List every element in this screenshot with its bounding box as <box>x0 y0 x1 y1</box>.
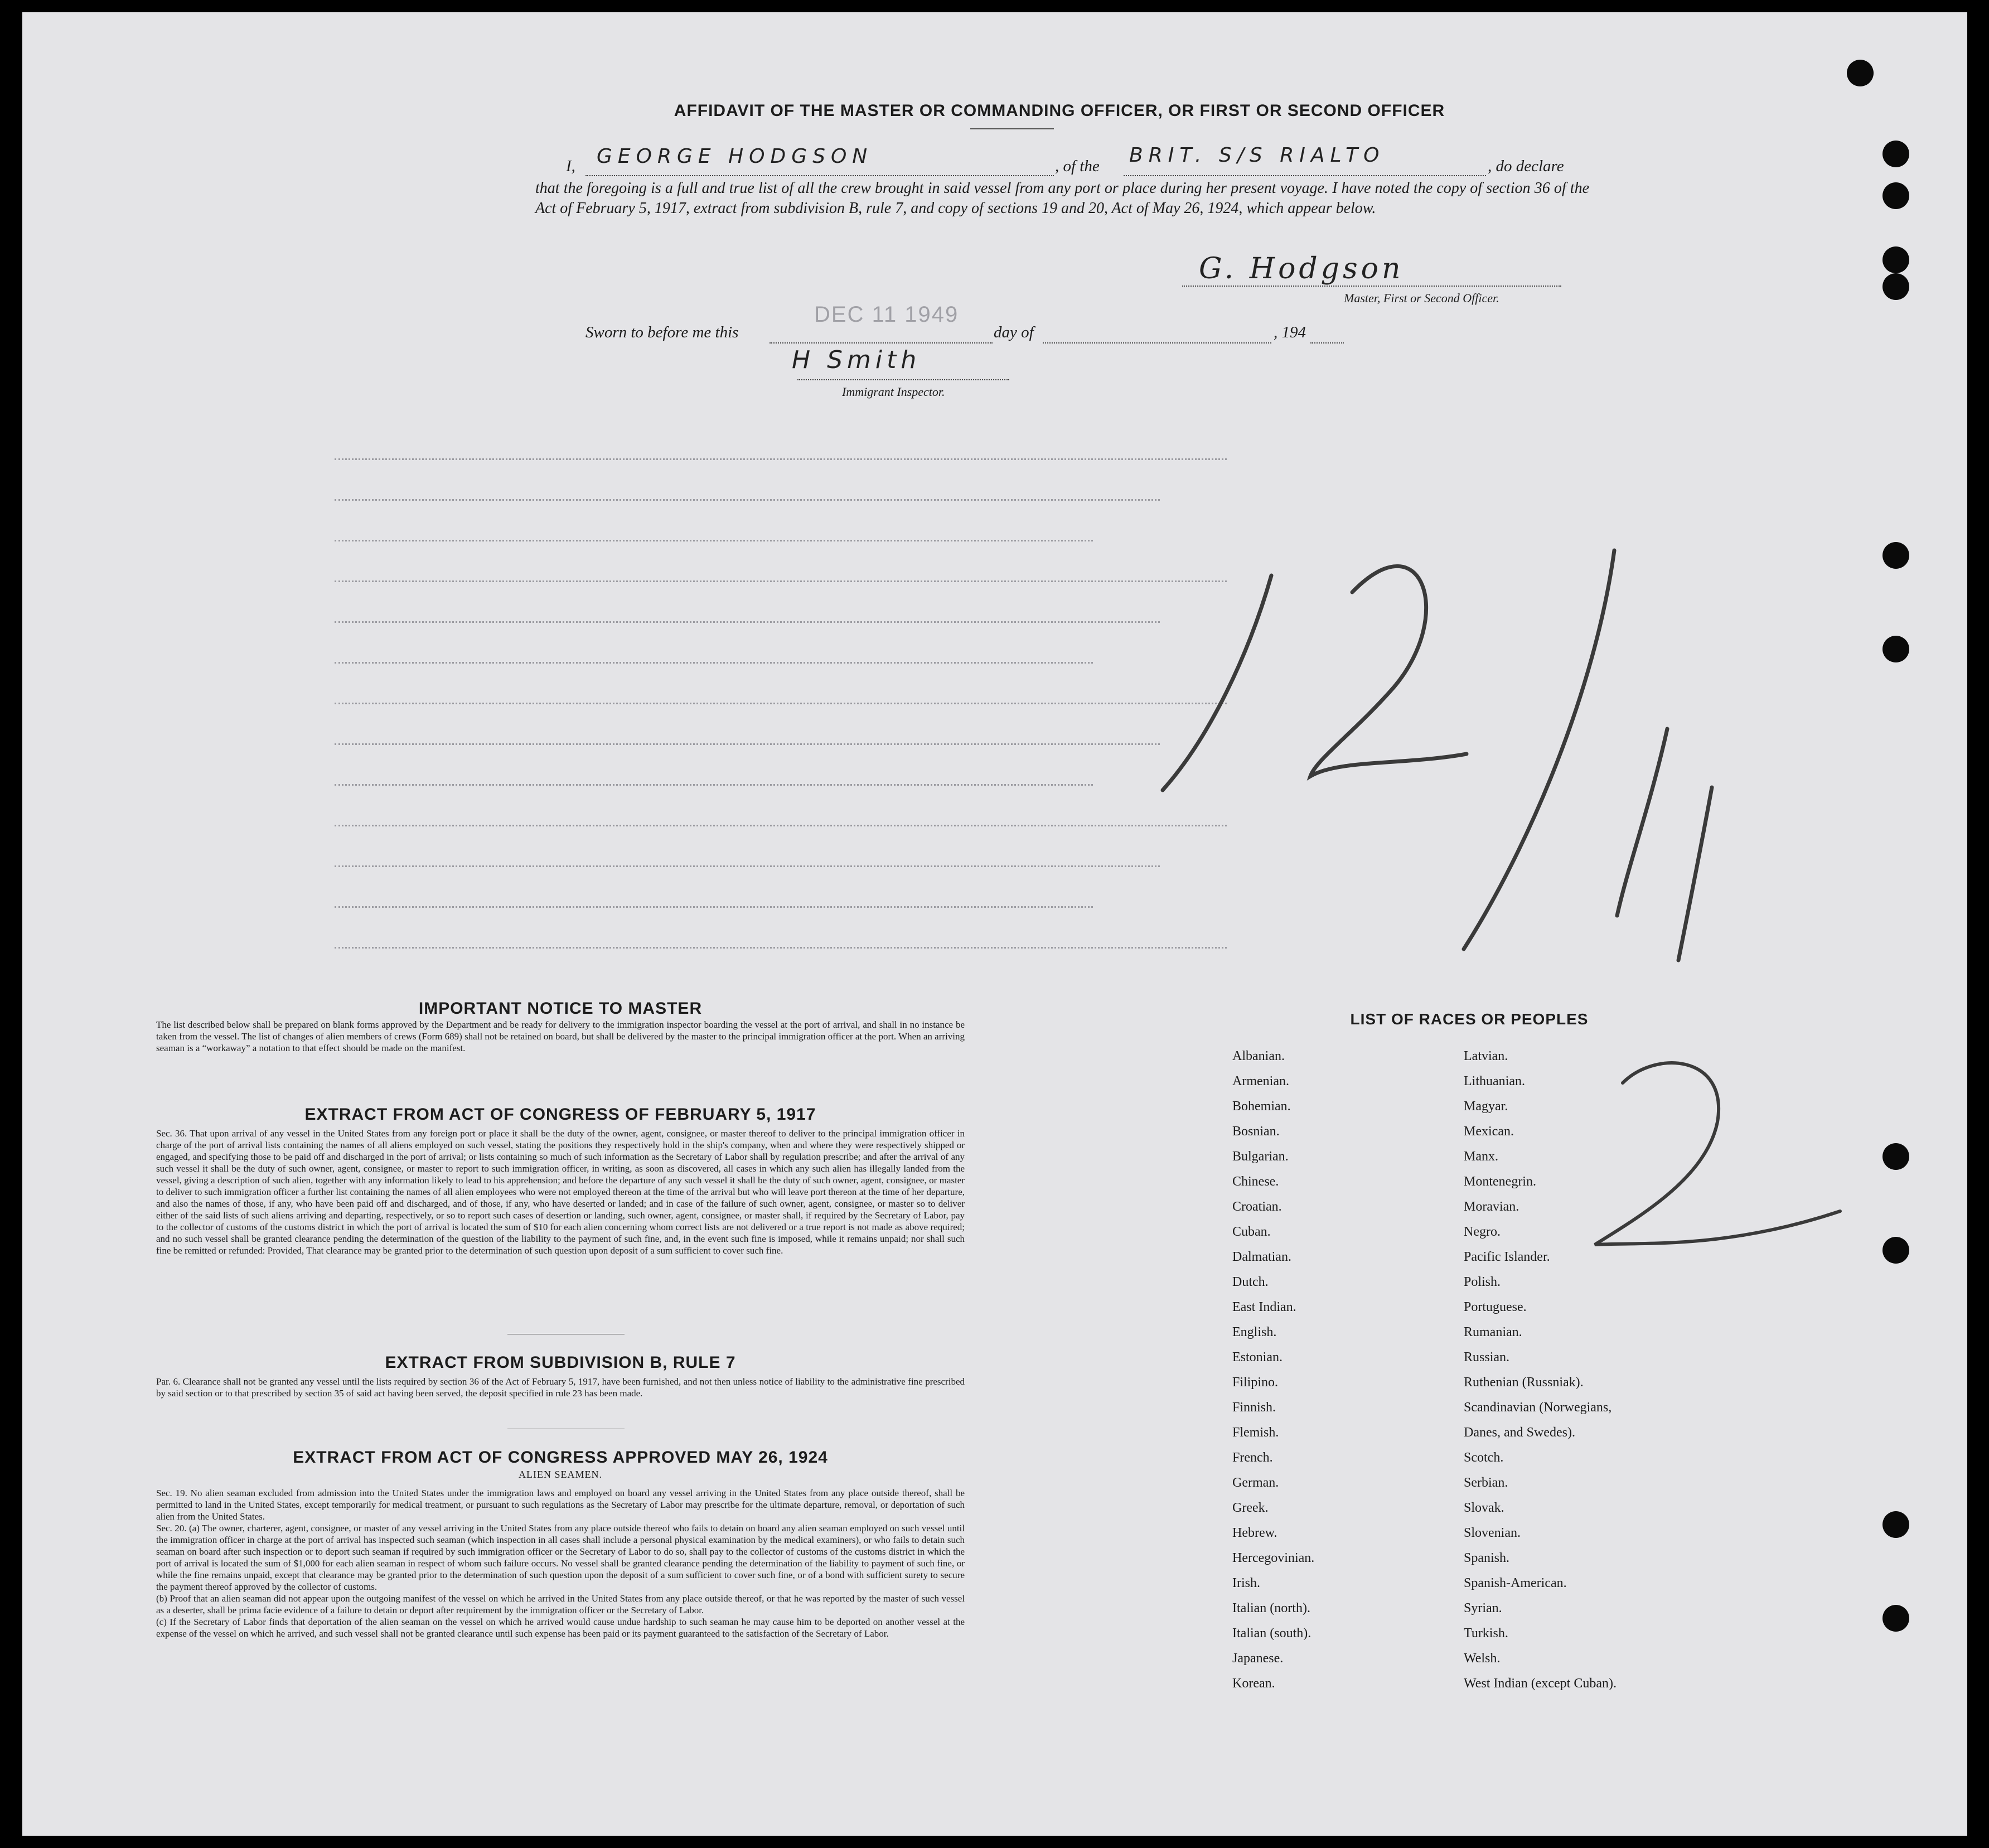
race-item: Spanish. <box>1464 1551 1510 1565</box>
extract-rule7-title: EXTRACT FROM SUBDIVISION B, RULE 7 <box>385 1353 736 1372</box>
extract-1924-title: EXTRACT FROM ACT OF CONGRESS APPROVED MAY 26, 1924 <box>293 1448 828 1467</box>
faded-ledger-row <box>335 906 1093 908</box>
race-item: Negro. <box>1464 1225 1501 1239</box>
race-item: Slovak. <box>1464 1501 1504 1515</box>
do-declare-label: , do declare <box>1488 157 1564 175</box>
race-item: West Indian (except Cuban). <box>1464 1676 1617 1691</box>
race-item: Korean. <box>1232 1676 1275 1691</box>
binder-hole <box>1847 60 1874 86</box>
race-item: English. <box>1232 1325 1277 1339</box>
race-item: Moravian. <box>1464 1199 1519 1214</box>
stroke-two <box>1310 566 1467 776</box>
extract-rule7-text: Par. 6. Clearance shall not be granted any vessel until the lists required by section 36 of the Act of February 5, 1917, have been furnished, and not then unless notice of liability to the administrative fine prescribed by said section or to that prescribed by section 35 of said act having been served, the deposit specified in rule 23 has been made. <box>156 1376 965 1399</box>
race-item: Albanian. <box>1232 1049 1285 1063</box>
race-item: Latvian. <box>1464 1049 1508 1063</box>
race-item: Bohemian. <box>1232 1099 1291 1114</box>
faded-ledger-row <box>335 499 1160 501</box>
races-title: LIST OF RACES OR PEOPLES <box>1350 1010 1589 1028</box>
faded-ledger-row <box>335 865 1160 867</box>
race-item: Manx. <box>1464 1149 1498 1164</box>
race-item: Lithuanian. <box>1464 1074 1525 1089</box>
document-page <box>22 12 1967 1836</box>
race-item: Hebrew. <box>1232 1526 1277 1540</box>
faded-ledger-row <box>335 621 1160 623</box>
race-item: Spanish-American. <box>1464 1576 1567 1590</box>
race-item: East Indian. <box>1232 1300 1296 1314</box>
race-item: Chinese. <box>1232 1174 1279 1189</box>
race-item: Scotch. <box>1464 1450 1504 1465</box>
master-name: GEORGE HODGSON <box>597 145 873 168</box>
handwritten-mark-2 <box>1595 1063 1840 1245</box>
race-item: Scandinavian (Norwegians, <box>1464 1400 1612 1415</box>
race-item: French. <box>1232 1450 1273 1465</box>
inspector-signature: H Smith <box>792 346 921 374</box>
race-item: Slovenian. <box>1464 1526 1521 1540</box>
stroke-small-two <box>1595 1063 1840 1245</box>
race-item: Irish. <box>1232 1576 1260 1590</box>
race-item: Russian. <box>1464 1350 1510 1365</box>
sworn-date-line <box>770 331 993 344</box>
faded-ledger-row <box>335 662 1093 664</box>
prefix-i: I, <box>566 157 575 175</box>
binder-hole <box>1882 141 1909 167</box>
sworn-label: Sworn to before me this <box>585 323 739 341</box>
race-item: Magyar. <box>1464 1099 1508 1114</box>
notice-title: IMPORTANT NOTICE TO MASTER <box>418 999 703 1018</box>
race-item: Finnish. <box>1232 1400 1276 1415</box>
binder-hole <box>1882 1511 1909 1538</box>
section-20c-paragraph: (c) If the Secretary of Labor finds that deportation of the alien seaman on the vessel on which he arrived would cause undue hardship to such seaman he may cause him to be deported on another vessel at the expense of the vessel on which he arrived, and such vessel shall not be granted clearance until such expense has been paid or its payment guaranteed to the satisfaction of the Secretary of Labor. <box>156 1617 965 1639</box>
race-item: Greek. <box>1232 1501 1269 1515</box>
binder-hole <box>1882 542 1909 569</box>
race-item: Turkish. <box>1464 1626 1508 1641</box>
faded-ledger-row <box>335 947 1227 949</box>
race-item: Japanese. <box>1232 1651 1284 1666</box>
binder-hole <box>1882 1605 1909 1632</box>
race-item: Bulgarian. <box>1232 1149 1289 1164</box>
faded-ledger-row <box>335 825 1227 826</box>
race-item: Danes, and Swedes). <box>1464 1425 1575 1440</box>
title-divider <box>970 128 1054 129</box>
extract-1924-text <box>156 1487 965 1639</box>
faded-ledger-row <box>335 580 1227 582</box>
master-signature: G. Hodgson <box>1199 252 1404 286</box>
section-19-paragraph: Sec. 19. No alien seaman excluded from admission into the United States under the immigration laws and employed on board any vessel arriving in the United States from any place outside thereof, shall be permitted to land in the United States, except temporarily for medical treatment, or pursuant to such regulations as the Secretary of Labor may prescribe for the ultimate departure, removal, or deportation of such alien from the United States. <box>156 1488 965 1522</box>
binder-hole <box>1882 246 1909 273</box>
extract-1917-title: EXTRACT FROM ACT OF CONGRESS OF FEBRUARY 5, 1917 <box>304 1105 816 1124</box>
race-item: Italian (south). <box>1232 1626 1312 1641</box>
races-left-column <box>1232 1044 1314 1696</box>
race-item: Pacific Islander. <box>1464 1250 1550 1264</box>
race-item: Portuguese. <box>1464 1300 1527 1314</box>
race-item: Dalmatian. <box>1232 1250 1291 1264</box>
signature-caption: Master, First or Second Officer. <box>1344 291 1499 305</box>
handwritten-mark-12-11 <box>1163 550 1712 960</box>
notice-text: The list described below shall be prepared on blank forms approved by the Department and be ready for delivery to the immigration inspector boarding the vessel at the port of arrival, and shall in no instance be taken from the vessel. The list of changes of alien members of crews (Form 689) shall not be retained on board, but shall be delivered by the master to the principal immigration officer at the port. When an arriving seaman is a “workaway” a notation to that effect should be made on the manifest. <box>156 1019 965 1053</box>
races-right-column <box>1464 1044 1617 1696</box>
sworn-date-stamp: DEC 11 1949 <box>814 302 959 327</box>
vessel-name: BRIT. S/S RIALTO <box>1129 144 1385 167</box>
faded-ledger-row <box>335 458 1227 460</box>
extract-1924-subtitle: ALIEN SEAMEN. <box>519 1469 602 1480</box>
race-item: Cuban. <box>1232 1225 1271 1239</box>
faded-ledger-row <box>335 784 1093 786</box>
race-item: Bosnian. <box>1232 1124 1280 1139</box>
declaration-text: that the foregoing is a full and true list of all the crew brought in said vessel from any port or place during her present voyage. I have noted the copy of section 36 of the Act of February 5, 1917, extract from subdivision B, rule 7, and copy of sections 19 and 20, Act of May 26, 1924, which appear below. <box>535 180 1589 217</box>
binder-hole <box>1882 1143 1909 1170</box>
faded-ledger-row <box>335 743 1160 745</box>
race-item: Hercegovinian. <box>1232 1551 1315 1565</box>
of-the-label: , of the <box>1055 157 1100 175</box>
faded-ledger-row <box>335 703 1227 704</box>
binder-hole <box>1882 273 1909 300</box>
binder-hole <box>1882 182 1909 209</box>
race-item: Flemish. <box>1232 1425 1279 1440</box>
inspector-caption: Immigrant Inspector. <box>842 385 945 399</box>
year-label: , 194 <box>1274 323 1306 341</box>
race-item: Italian (north). <box>1232 1601 1310 1615</box>
stroke-one-c <box>1678 787 1712 960</box>
stroke-slash <box>1464 550 1614 949</box>
day-of-label: day of <box>994 323 1034 341</box>
race-item: German. <box>1232 1476 1279 1490</box>
year-line <box>1310 331 1344 344</box>
binder-hole <box>1882 636 1909 662</box>
race-item: Estonian. <box>1232 1350 1283 1365</box>
race-item: Welsh. <box>1464 1651 1501 1666</box>
stroke-one-b <box>1617 729 1667 916</box>
race-item: Filipino. <box>1232 1375 1279 1390</box>
race-item: Montenegrin. <box>1464 1174 1536 1189</box>
race-item: Rumanian. <box>1464 1325 1522 1339</box>
stroke-one <box>1163 575 1271 790</box>
race-item: Croatian. <box>1232 1199 1282 1214</box>
faded-ledger-row <box>335 540 1093 541</box>
race-item: Mexican. <box>1464 1124 1514 1139</box>
race-item: Armenian. <box>1232 1074 1289 1089</box>
month-line <box>1043 331 1271 344</box>
race-item: Serbian. <box>1464 1476 1508 1490</box>
section-20b-paragraph: (b) Proof that an alien seaman did not appear upon the outgoing manifest of the vessel on which he arrived in the United States from any place outside thereof, or that he was reported by the master of such vessel as a deserter, shall be prima facie evidence of a failure to detain or deport after requirement by the immigration officer or the Secretary of Labor. <box>156 1593 965 1615</box>
race-item: Dutch. <box>1232 1275 1269 1289</box>
binder-hole <box>1882 1237 1909 1264</box>
affidavit-title: AFFIDAVIT OF THE MASTER OR COMMANDING OFFICER, OR FIRST OR SECOND OFFICER <box>674 101 1445 120</box>
race-item: Syrian. <box>1464 1601 1502 1615</box>
extract-1917-text: Sec. 36. That upon arrival of any vessel in the United States from any foreign port or place it shall be the duty of the owner, agent, consignee, or master thereof to deliver to the principal immigration officer in charge of the port of arrival lists containing the names of all aliens employed on such vessel, stating the positions they respectively hold in the ship's company, when and where they were respectively shipped or engaged, and specifying those to be paid off and discharged in the port of arrival; or lists containing so much of such information as the Secretary of Labor shall by regulation prescribe; and after the arrival of any such vessel it shall be the duty of such owner, agent, consignee, or master to report to such immigration officer, in writing, as soon as discovered, all cases in which any such alien has illegally landed from the vessel, giving a description of such alien, together with any information likely to lead to his apprehension; and before the departure of any such vessel it shall be the duty of such owner, agent, consignee, or master to deliver to such immigration officer a further list containing the names of all alien employees who were not employed thereon at the time of the arrival but who will leave port thereon at the time of her departure, and also the names of those, if any, who have been paid off and discharged, and of those, if any, who have deserted or landed; and in case of the failure of such owner, agent, consignee, or master so to deliver either of the said lists of such aliens arriving and departing, respectively, or so to report such cases of desertion or landing, such owner, agent, consignee, or master shall, if required by the Secretary of Labor, pay to the collector of customs of the customs district in which the port of arrival is located the sum of $10 for each alien concerning whom correct lists are not delivered or a true report is not made as above required; and no such vessel shall be granted clearance pending the determination of the question of the liability to the payment of such fine, and, in the event such fine is imposed, while it remains unpaid; nor shall such fine be remitted or refunded: Provided, That clearance may be granted prior to the determination of such question upon deposit of a sum sufficient to cover such fine. <box>156 1128 965 1256</box>
section-20a-paragraph: Sec. 20. (a) The owner, charterer, agent, consignee, or master of any vessel arriving in the United States from any place outside thereof who fails to detain on board any alien seaman employed on such vessel until the immigration officer in charge at the port of arrival has inspected such seaman (which inspection in all cases shall include a personal physical examination by the medical examiners), or who fails to detain such seaman on board after such inspection or to deport such seaman if required by such immigration officer or the Secretary of Labor to do so, shall pay to the collector of customs of the customs district in which the port of arrival is located the sum of $1,000 for each alien seaman in respect of whom such failure occurs. No vessel shall be granted clearance pending the determination of the liability to payment of such fine, or while the fine remains unpaid, except that clearance may be granted prior to the determination of such question upon the deposit of a sum sufficient to cover such fine, or of a bond with sufficient surety to secure the payment thereof approved by the collector of customs. <box>156 1523 965 1592</box>
race-item: Ruthenian (Russniak). <box>1464 1375 1584 1390</box>
race-item: Polish. <box>1464 1275 1501 1289</box>
